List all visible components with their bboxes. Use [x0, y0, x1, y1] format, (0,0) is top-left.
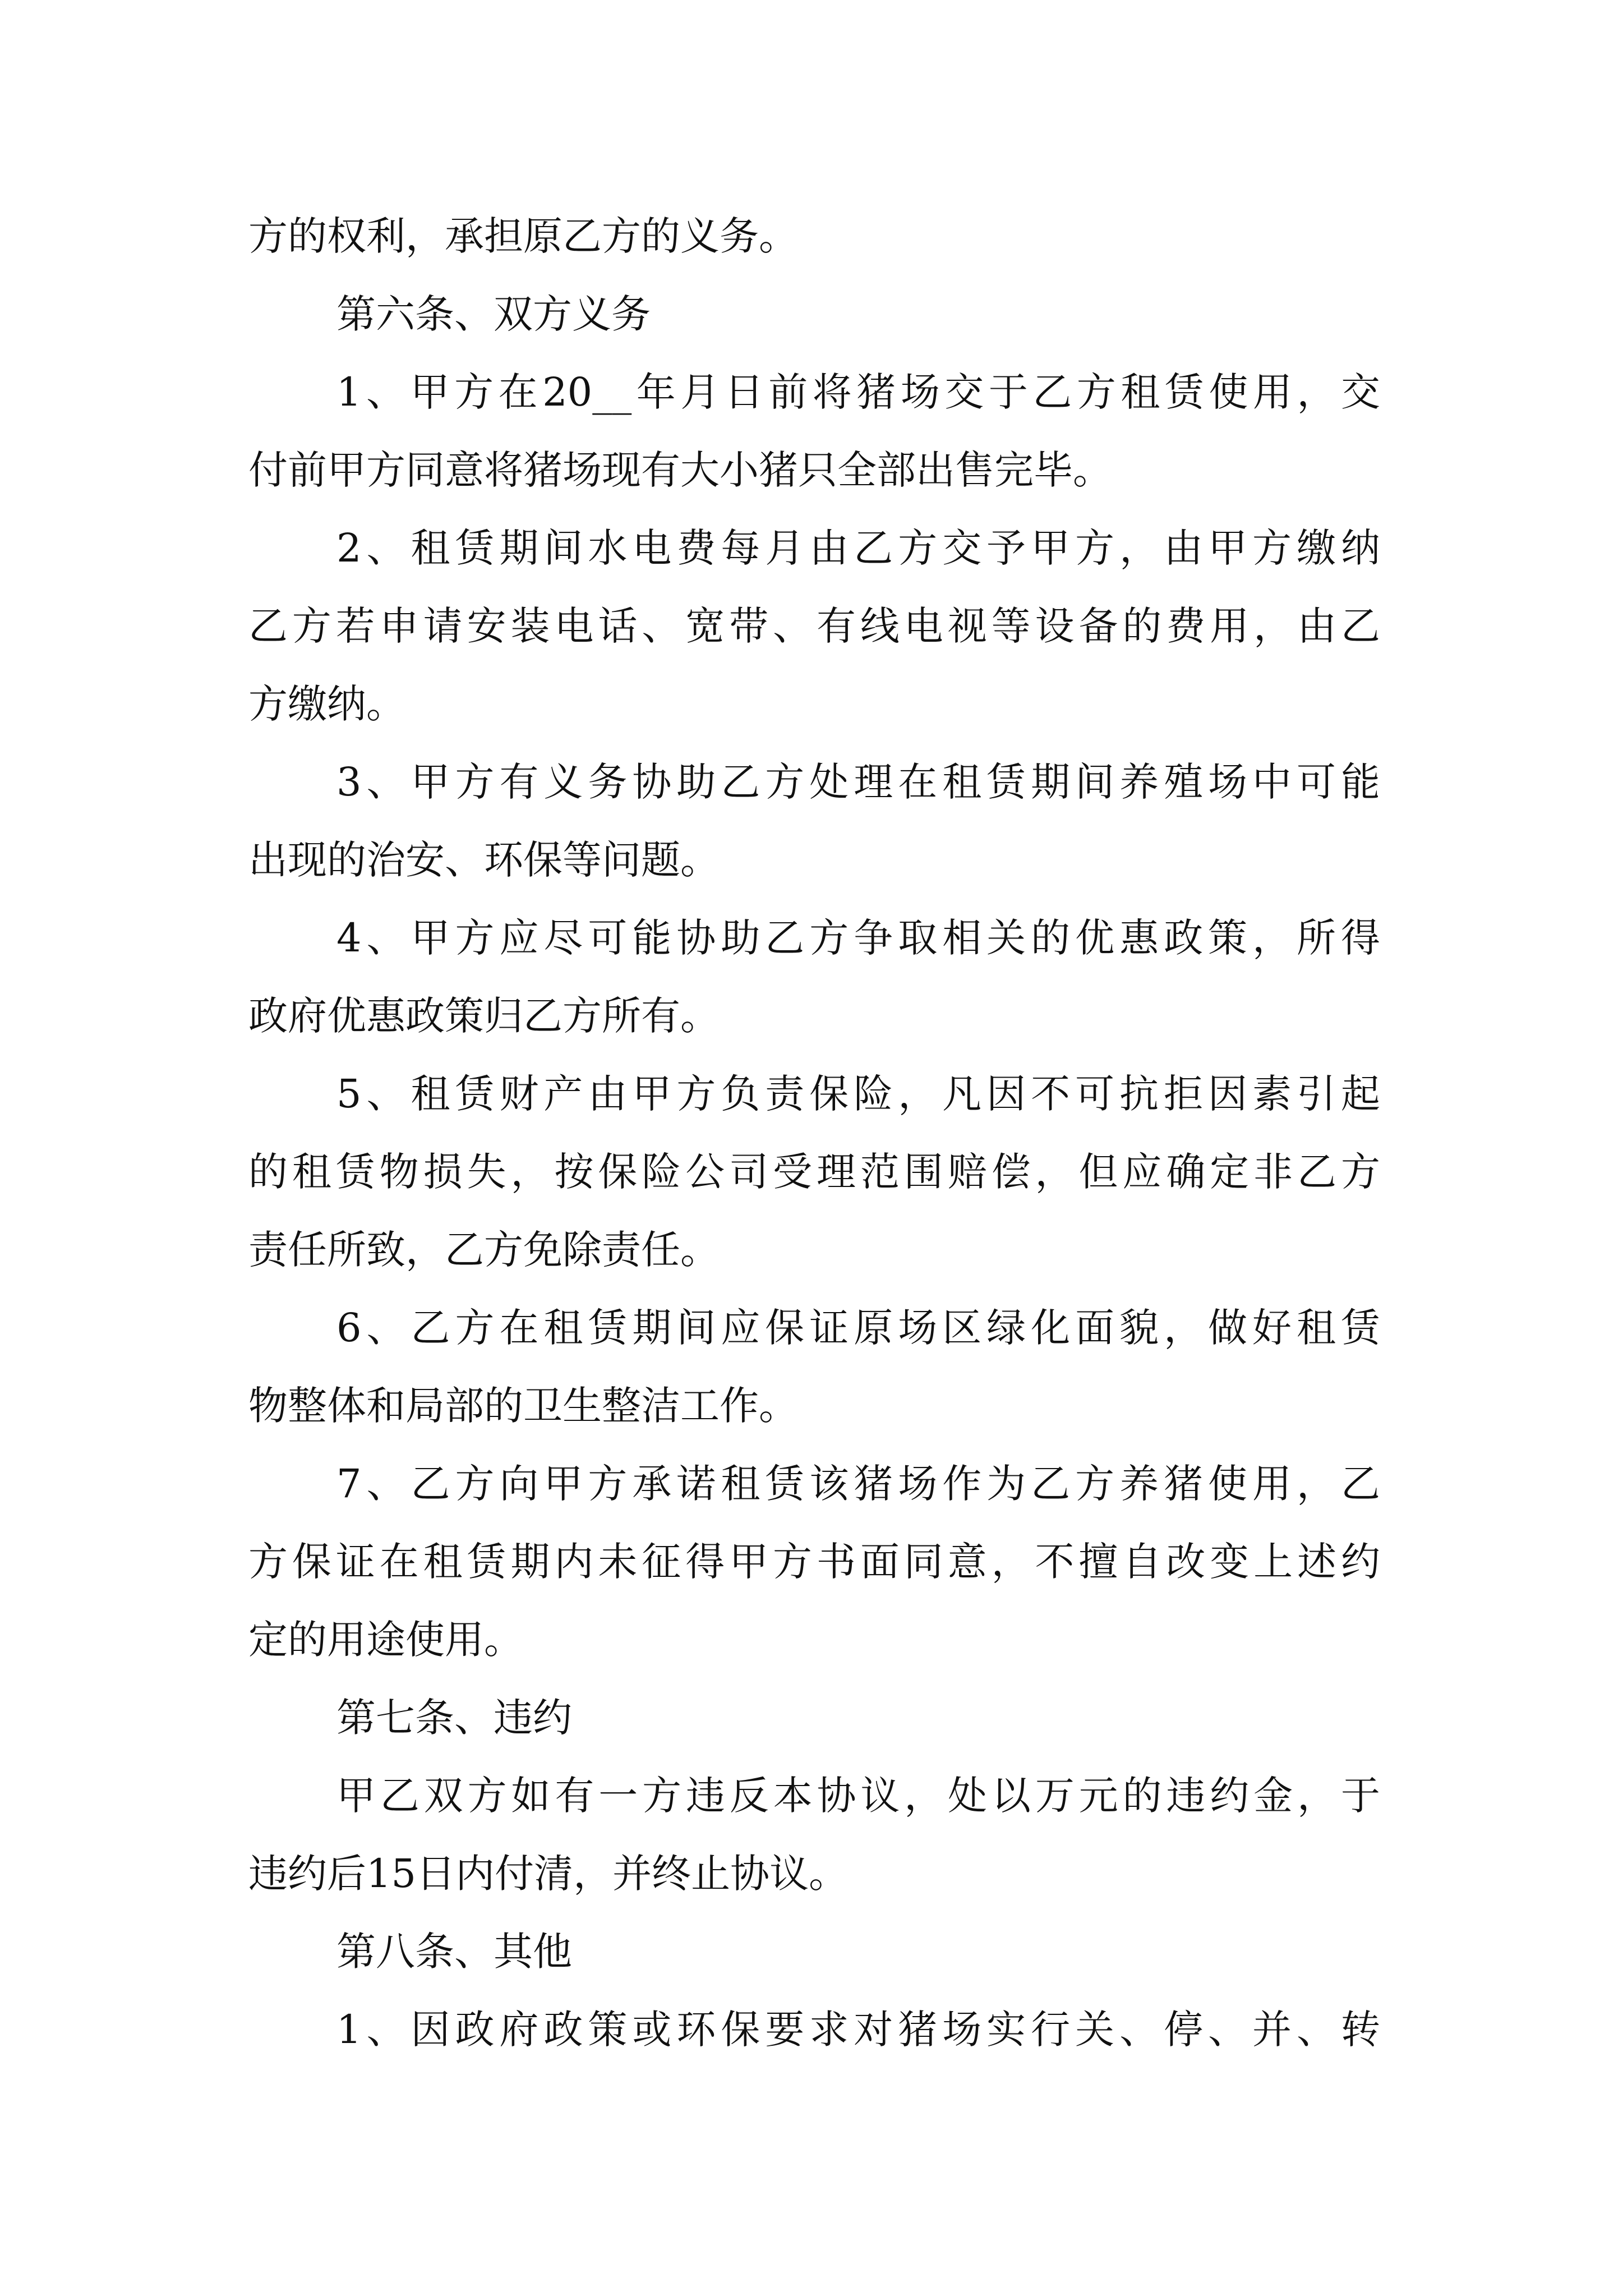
section-heading-article-6: 第六条、双方义务 [336, 291, 651, 337]
text-line: 政府优惠政策归乙方所有。 [248, 993, 720, 1039]
text-line: 4、甲方应尽可能协助乙方争取相关的优惠政策，所得 [336, 915, 1380, 961]
text-line: 方的权利，承担原乙方的义务。 [248, 213, 798, 259]
text-line: 1、甲方在20__年月日前将猪场交于乙方租赁使用，交 [336, 369, 1380, 415]
text-line: 5、租赁财产由甲方负责保险，凡因不可抗拒因素引起 [336, 1071, 1380, 1117]
text-line: 出现的治安、环保等问题。 [248, 837, 720, 883]
text-line: 3、甲方有义务协助乙方处理在租赁期间养殖场中可能 [336, 759, 1380, 805]
text-line: 甲乙双方如有一方违反本协议，处以万元的违约金，于 [336, 1773, 1380, 1819]
text-line: 1、因政府政策或环保要求对猪场实行关、停、并、转 [336, 2007, 1380, 2053]
text-line: 方保证在租赁期内未征得甲方书面同意，不擅自改变上述约 [248, 1539, 1380, 1585]
text-line: 乙方若申请安装电话、宽带、有线电视等设备的费用，由乙 [248, 603, 1380, 649]
section-heading-article-7: 第七条、违约 [336, 1695, 572, 1741]
text-line: 方缴纳。 [248, 681, 405, 727]
text-line: 的租赁物损失，按保险公司受理范围赔偿，但应确定非乙方 [248, 1149, 1380, 1195]
text-line: 付前甲方同意将猪场现有大小猪只全部出售完毕。 [248, 447, 1112, 493]
text-line: 2、租赁期间水电费每月由乙方交予甲方，由甲方缴纳 [336, 525, 1380, 571]
text-line: 定的用途使用。 [248, 1617, 523, 1663]
text-line: 物整体和局部的卫生整洁工作。 [248, 1383, 798, 1429]
section-heading-article-8: 第八条、其他 [336, 1929, 572, 1975]
text-line: 7、乙方向甲方承诺租赁该猪场作为乙方养猪使用，乙 [336, 1461, 1380, 1507]
text-line: 6、乙方在租赁期间应保证原场区绿化面貌，做好租赁 [336, 1305, 1380, 1351]
text-line: 责任所致，乙方免除责任。 [248, 1227, 720, 1273]
text-line: 违约后15日内付清，并终止协议。 [248, 1851, 849, 1897]
